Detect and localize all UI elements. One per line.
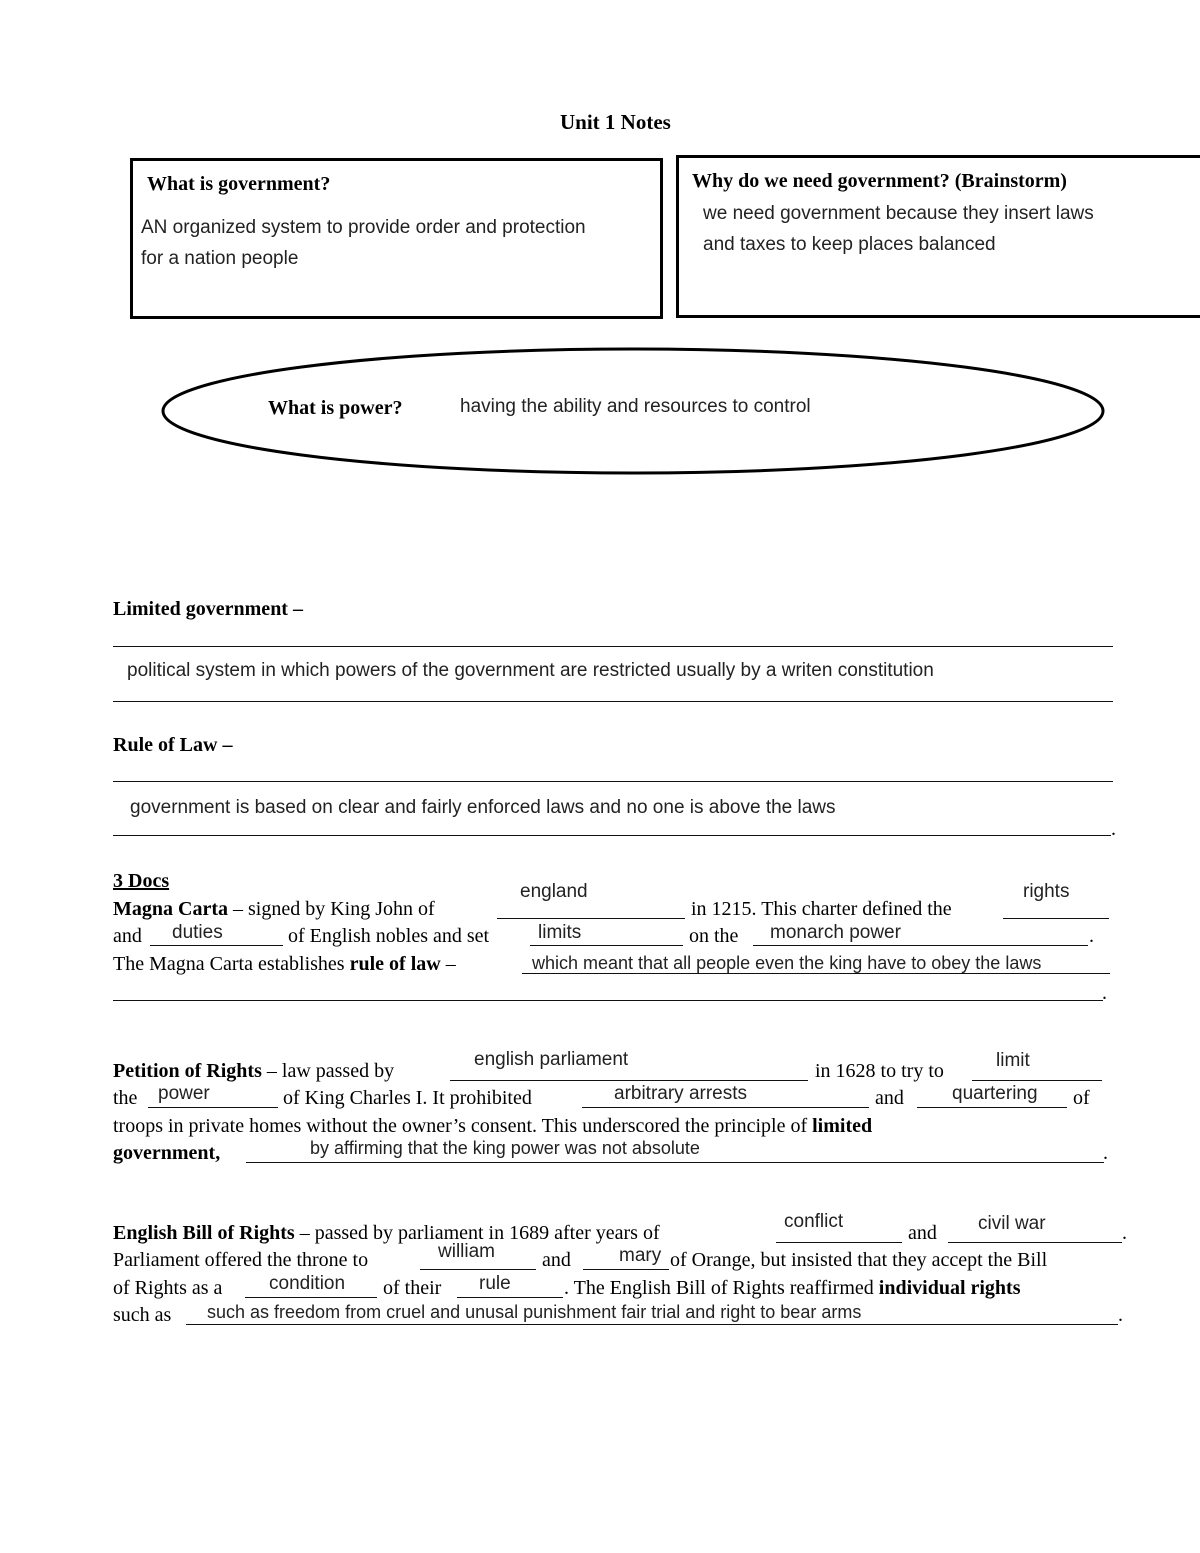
- bill-fill-william[interactable]: william: [438, 1241, 495, 1262]
- period: .: [1102, 982, 1107, 1004]
- text: of Orange, but insisted that they accept the Bill: [670, 1249, 1048, 1271]
- power-question: What is power?: [268, 397, 403, 419]
- bill-line-3b: [564, 1277, 1021, 1300]
- text: of: [1073, 1087, 1090, 1109]
- text: and: [542, 1249, 571, 1271]
- petition-fill-limit[interactable]: limit: [996, 1050, 1030, 1071]
- text: and: [908, 1222, 937, 1244]
- blank-line: [497, 918, 685, 919]
- text: The Magna Carta establishes: [113, 953, 345, 975]
- text: and: [113, 925, 142, 947]
- blank-line: [245, 1297, 377, 1298]
- text: – passed by parliament in 1689 after years of: [299, 1222, 660, 1244]
- answer-text[interactable]: and taxes to keep places balanced: [703, 234, 996, 255]
- text: . The English Bill of Rights reaffirmed: [564, 1277, 874, 1299]
- bill-line-1: [113, 1222, 660, 1245]
- magna-fill-rights[interactable]: rights: [1023, 881, 1070, 902]
- text: in 1628 to try to: [815, 1060, 944, 1082]
- text: in 1215. This charter defined the: [691, 898, 952, 920]
- petition-fill-arrests[interactable]: arbitrary arrests: [614, 1083, 748, 1104]
- petition-fill-quartering[interactable]: quartering: [952, 1083, 1038, 1104]
- answer-text[interactable]: AN organized system to provide order and protection: [141, 217, 586, 238]
- answer-line: [113, 701, 1113, 702]
- text: on the: [689, 925, 739, 947]
- page-title: Unit 1 Notes: [560, 110, 671, 134]
- bill-fill-civil-war[interactable]: civil war: [978, 1213, 1046, 1234]
- blank-line: [246, 1162, 1104, 1163]
- text: – signed by King John of: [232, 898, 435, 920]
- rule-of-law-bold: rule of law: [349, 953, 441, 975]
- answer-line: [113, 835, 1111, 836]
- petition-fill-power[interactable]: power: [158, 1083, 210, 1104]
- rule-of-law-answer[interactable]: government is based on clear and fairly enforced laws and no one is above the laws: [130, 797, 836, 818]
- period: .: [1122, 1222, 1127, 1244]
- text: –: [445, 953, 456, 975]
- docs-heading: 3 Docs: [113, 870, 170, 892]
- period: .: [1103, 1142, 1108, 1164]
- text: Parliament offered the throne to: [113, 1249, 369, 1271]
- bill-fill-conflict[interactable]: conflict: [784, 1211, 844, 1232]
- text: – law passed by: [266, 1060, 395, 1082]
- petition-line-3: [113, 1115, 872, 1138]
- blank-line: [420, 1269, 536, 1270]
- limited-government-answer[interactable]: political system in which powers of the government are restricted usually by a writen constitution: [127, 660, 934, 681]
- blank-line: [186, 1324, 1118, 1325]
- bill-fill-such-as[interactable]: such as freedom from cruel and unusal punishment fair trial and right to bear arms: [207, 1302, 862, 1322]
- why-need-government-box: [676, 155, 1200, 318]
- blank-line: [530, 945, 683, 946]
- answer-text[interactable]: for a nation people: [141, 248, 299, 269]
- petition-line-1: [113, 1060, 394, 1083]
- period: .: [1118, 1304, 1123, 1326]
- limited-government-term: Limited government –: [113, 598, 303, 620]
- magna-fill-rule-of-law[interactable]: which meant that all people even the king have to obey the laws: [532, 953, 1042, 973]
- what-is-government-box: [130, 158, 663, 319]
- magna-fill-limits[interactable]: limits: [538, 922, 582, 943]
- blank-line: [917, 1107, 1067, 1108]
- magna-line-3: [113, 953, 456, 976]
- text: and: [875, 1087, 904, 1109]
- magna-fill-duties[interactable]: duties: [172, 922, 223, 943]
- bill-fill-condition[interactable]: condition: [269, 1273, 346, 1294]
- answer-text[interactable]: we need government because they insert laws: [703, 203, 1094, 224]
- text: the: [113, 1087, 138, 1109]
- text: of English nobles and set: [288, 925, 490, 947]
- petition-fill-absolute[interactable]: by affirming that the king power was not absolute: [310, 1138, 700, 1158]
- blank-line: [113, 1000, 1103, 1001]
- petition-term: Petition of Rights: [113, 1060, 262, 1082]
- bill-fill-mary[interactable]: mary: [619, 1245, 662, 1266]
- blank-line: [148, 1107, 278, 1108]
- text: troops in private homes without the owner’s consent. This underscored the principle of: [113, 1115, 808, 1137]
- blank-line: [753, 945, 1088, 946]
- rule-of-law-term: Rule of Law –: [113, 734, 233, 756]
- individual-rights-bold: individual rights: [878, 1277, 1021, 1299]
- blank-line: [972, 1080, 1102, 1081]
- blank-line: [150, 945, 283, 946]
- text: of King Charles I. It prohibited: [283, 1087, 532, 1109]
- petition-fill-parliament[interactable]: english parliament: [474, 1049, 629, 1070]
- text: of their: [383, 1277, 442, 1299]
- text: such as: [113, 1304, 172, 1326]
- blank-line: [1003, 918, 1109, 919]
- limited-bold: limited: [812, 1115, 873, 1137]
- magna-fill-monarch[interactable]: monarch power: [770, 922, 901, 943]
- bill-fill-rule[interactable]: rule: [479, 1273, 511, 1294]
- blank-line: [450, 1080, 808, 1081]
- question-label: What is government?: [147, 173, 331, 195]
- bill-term: English Bill of Rights: [113, 1222, 295, 1244]
- blank-line: [776, 1242, 902, 1243]
- blank-line: [457, 1297, 563, 1298]
- blank-line: [583, 1269, 669, 1270]
- answer-line: [113, 781, 1113, 782]
- blank-line: [582, 1107, 869, 1108]
- answer-line: [113, 646, 1113, 647]
- period: .: [1089, 925, 1094, 947]
- question-label: Why do we need government? (Brainstorm): [692, 170, 1067, 192]
- magna-fill-england[interactable]: england: [520, 881, 588, 902]
- blank-line: [948, 1242, 1122, 1243]
- government-bold: government,: [113, 1142, 221, 1164]
- power-answer[interactable]: having the ability and resources to control: [460, 396, 811, 417]
- magna-carta-term: Magna Carta: [113, 898, 228, 920]
- text: of Rights as a: [113, 1277, 223, 1299]
- magna-line-1: [113, 898, 435, 921]
- period: .: [1111, 818, 1116, 840]
